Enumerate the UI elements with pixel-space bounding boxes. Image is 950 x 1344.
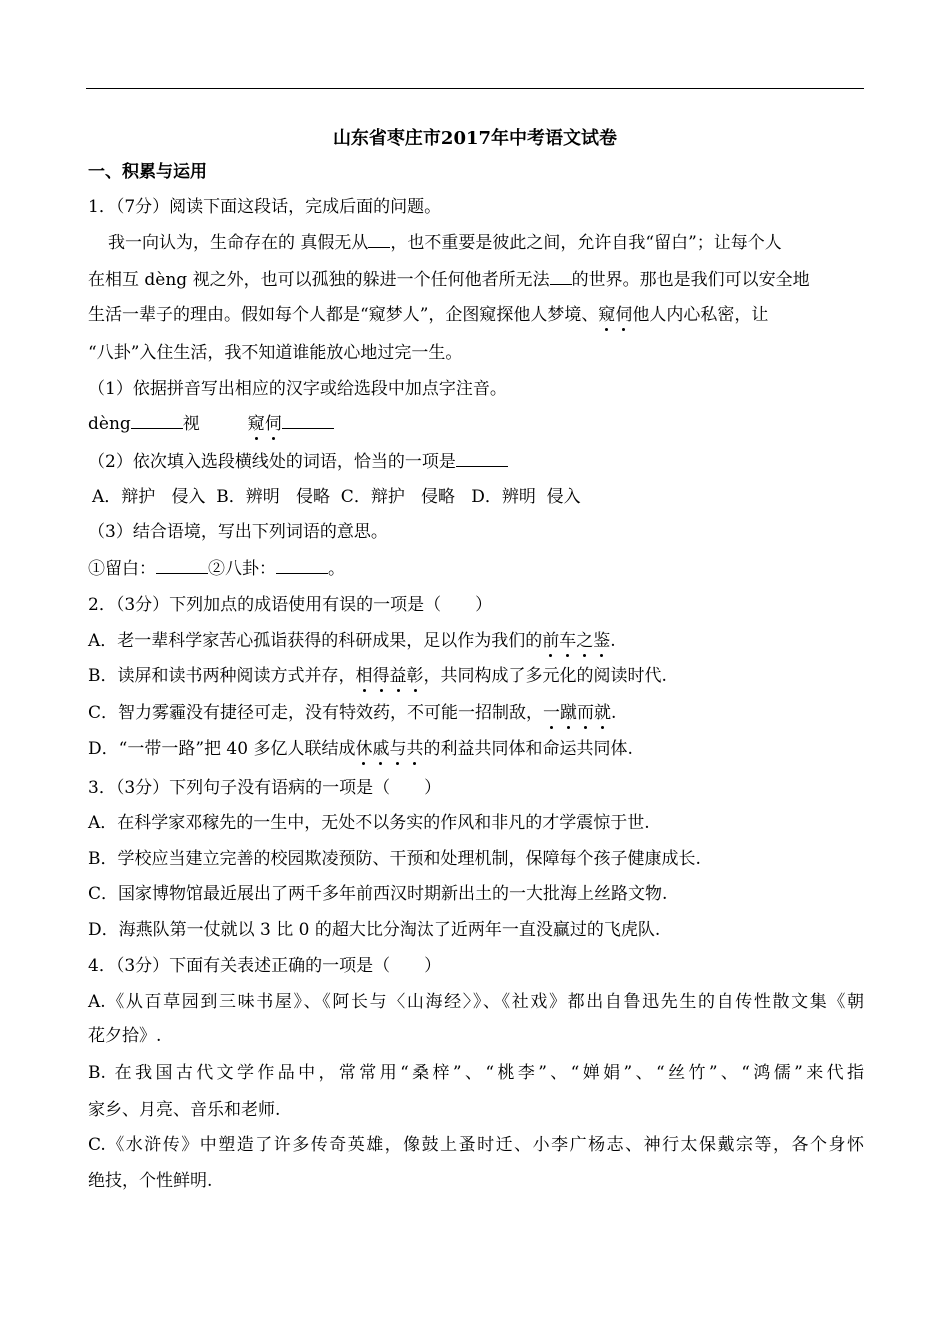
option-text: .: [611, 703, 617, 723]
q3-option-a: A．在科学家邓稼先的一生中，无处不以务实的作风和非凡的才学震惊于世.: [88, 813, 650, 833]
q1-sub3: （3）结合语境，写出下列词语的意思。: [88, 522, 388, 542]
q1-passage-line-2: [88, 269, 864, 291]
q4-option-a-line-1: A.《从百草园到三味书屋》、《阿长与〈山海经〉》、《社戏》都出自鲁迅先生的自传性散文集《朝: [88, 992, 864, 1012]
emphasis-char: 前: [542, 631, 560, 651]
q3-option-d: D．海燕队第一仗就以 3 比 0 的超大比分淘汰了近两年一直没赢过的飞虎队.: [88, 920, 661, 940]
answer-blank: [550, 269, 572, 285]
q3-option-b: B．学校应当建立完善的校园欺凌预防、干预和处理机制，保障每个孩子健康成长.: [88, 849, 701, 869]
answer-blank: [368, 232, 390, 248]
emphasis-char: 鉴: [593, 631, 611, 651]
char-label: 视: [182, 414, 200, 434]
answer-blank: [276, 558, 328, 574]
emphasis-char: 益: [389, 666, 407, 686]
q1-sub1: （1）依据拼音写出相应的汉字或给选段中加点字注音。: [88, 379, 507, 399]
bagua-label: ②八卦：: [208, 559, 276, 579]
q4-stem: 4．（3分）下面有关表述正确的一项是（ ）: [88, 956, 442, 976]
q2-stem: 2．（3分）下列加点的成语使用有误的一项是（ ）: [88, 595, 493, 615]
q2-option-c: [88, 702, 864, 724]
q1-sub3-answer: [88, 558, 864, 580]
emphasis-char: 彰: [406, 666, 424, 686]
passage-text: 生活一辈子的理由。假如每个人都是“窥梦人”，企图窥探他人梦境、: [88, 305, 599, 325]
emphasis-char: 伺: [615, 305, 633, 325]
answer-blank: [131, 413, 183, 429]
answer-blank: [156, 558, 208, 574]
answer-blank: [456, 451, 508, 467]
q1-passage-line-3: [88, 304, 864, 326]
option-text: ，共同构成了多元化的阅读时代.: [423, 666, 667, 686]
period: 。: [328, 559, 345, 579]
emphasis-char: 伺: [264, 414, 282, 434]
option-text: .: [610, 631, 616, 651]
q1-passage-line-1: [108, 232, 864, 254]
q2-option-d: [88, 738, 864, 760]
emphasis-char: 得: [372, 666, 390, 686]
liubai-label: ①留白：: [88, 559, 156, 579]
emphasis-char: 而: [577, 703, 595, 723]
emphasis-char: 共: [406, 739, 424, 759]
q1-sub2: [88, 451, 864, 473]
q3-stem: 3．（3分）下列句子没有语病的一项是（ ）: [88, 778, 442, 798]
passage-text: 的世界。那也是我们可以安全地: [571, 270, 810, 290]
option-text: 的利益共同体和命运共同体.: [423, 739, 633, 759]
emphasis-char: 就: [594, 703, 612, 723]
option-text: B．读屏和读书两种阅读方式并存，: [88, 666, 356, 686]
emphasis-char: 休: [355, 739, 373, 759]
q4-option-c-line-1: C.《水浒传》中塑造了许多传奇英雄，像鼓上蚤时迁、小李广杨志、神行太保戴宗等，各个身怀: [88, 1135, 864, 1155]
emphasis-char: 之: [576, 631, 594, 651]
q4-option-c-line-2: 绝技，个性鲜明.: [88, 1171, 213, 1191]
emphasis-char: 蹴: [560, 703, 578, 723]
q4-option-a-line-2: 花夕拾》.: [88, 1026, 162, 1046]
q3-option-c: C．国家博物馆最近展出了两千多年前西汉时期新出土的一大批海上丝路文物.: [88, 884, 668, 904]
emphasis-char: 车: [559, 631, 577, 651]
q1-sub1-answer: [88, 413, 864, 435]
q2-option-b: [88, 665, 864, 687]
section-heading: 一、积累与运用: [88, 162, 207, 182]
option-text: A．老一辈科学家苦心孤诣获得的科研成果，足以作为我们的: [88, 631, 543, 651]
answer-blank: [282, 413, 334, 429]
passage-text: ，也不重要是彼此之间，允许自我“留白”；让每个人: [390, 233, 782, 253]
emphasis-char: 戚: [372, 739, 390, 759]
passage-text: 他人内心私密，让: [632, 305, 769, 325]
emphasis-char: 一: [543, 703, 561, 723]
emphasis-char: 相: [355, 666, 373, 686]
header-rule: [86, 88, 864, 89]
q1-passage-line-4: “八卦”入住生活，我不知道谁能放心地过完一生。: [88, 343, 463, 363]
page-title: 山东省枣庄市2017年中考语文试卷: [332, 128, 618, 149]
q1-sub2-options: A．辩护 侵入 B．辨明 侵略 C．辩护 侵略 D．辨明 侵入: [92, 487, 581, 507]
q2-option-a: [88, 630, 864, 652]
option-text: D．“一带一路”把 40 多亿人联结成: [88, 739, 356, 759]
q4-option-b-line-2: 家乡、月亮、音乐和老师.: [88, 1100, 281, 1120]
passage-text: 在相互 dèng 视之外，也可以孤独的躲进一个任何他者所无法: [88, 270, 550, 290]
q4-option-b-line-1: B. 在我国古代文学作品中，常常用“桑梓”、“桃李”、“婵娟”、“丝竹”、“鸿儒”来代指: [88, 1063, 864, 1083]
pinyin-label: dèng: [88, 414, 131, 434]
emphasis-char: 窥: [598, 305, 616, 325]
emphasis-char: 与: [389, 739, 407, 759]
q1-stem: 1．（7分）阅读下面这段话，完成后面的问题。: [88, 197, 442, 217]
option-text: C．智力雾霾没有捷径可走，没有特效药，不可能一招制敌，: [88, 703, 544, 723]
passage-text: 我一向认为，生命存在的 真假无从: [108, 233, 369, 253]
emphasis-char: 窥: [247, 414, 265, 434]
sub2-text: （2）依次填入选段横线处的词语，恰当的一项是: [88, 452, 456, 472]
